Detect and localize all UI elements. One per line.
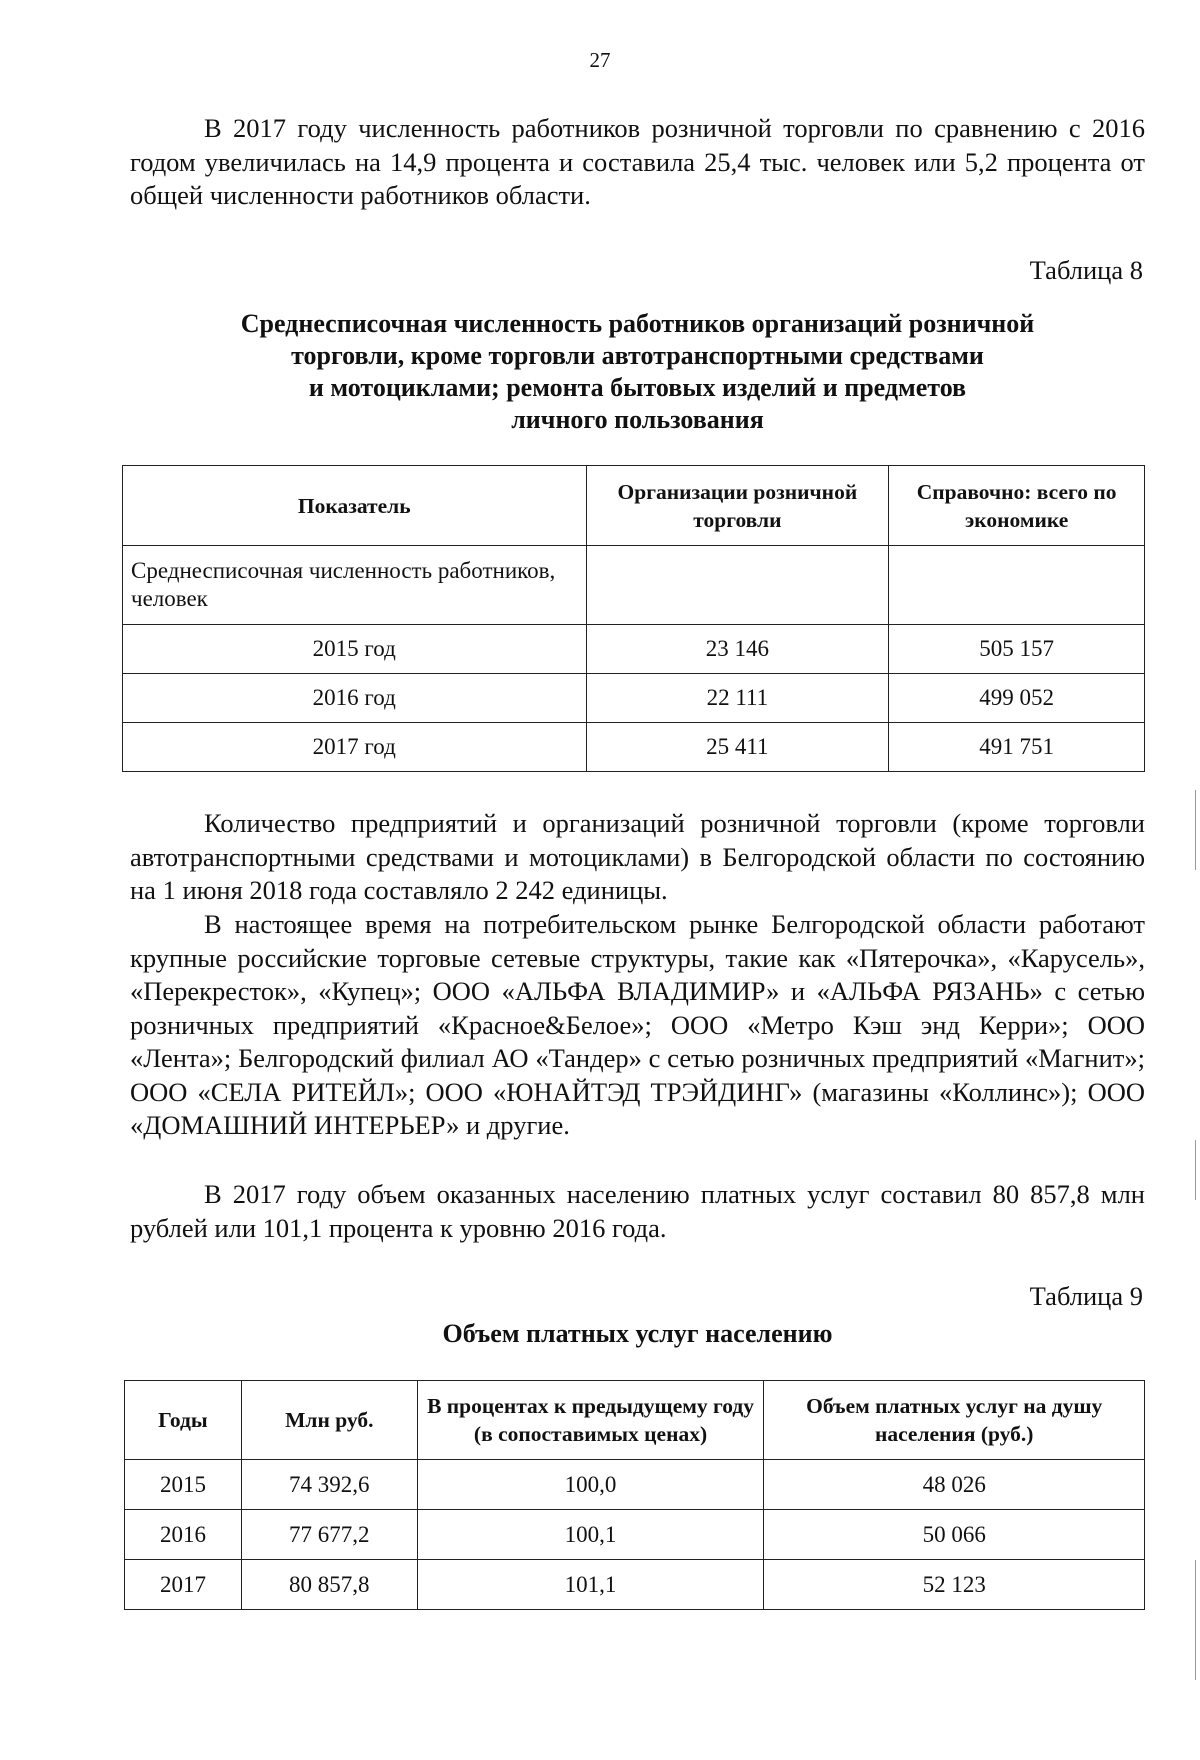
table-cell: 74 392,6 bbox=[241, 1460, 417, 1510]
column-header: Организации розничной торговли bbox=[586, 466, 889, 546]
table-8 bbox=[122, 465, 1145, 772]
scan-margin-line bbox=[1195, 790, 1196, 870]
table-cell: 491 751 bbox=[889, 723, 1145, 772]
table-8-title-line: и мотоциклами; ремонта бытовых изделий и предметов bbox=[308, 373, 967, 402]
paragraph-enterprises: Количество предприятий и организаций розничной торговли (кроме торговли автотранспортными средствами и мотоциклами) в Белгородской области по состоянию на 1 июня 2018 года составляло 2 242 единицы. bbox=[130, 808, 1145, 905]
column-header: Млн руб. bbox=[241, 1381, 417, 1460]
table-cell: 2015 год bbox=[123, 625, 587, 674]
table-cell bbox=[889, 546, 1145, 625]
table-row bbox=[125, 1510, 1145, 1560]
table-cell: 77 677,2 bbox=[241, 1510, 417, 1560]
table-cell: 2015 bbox=[125, 1460, 242, 1510]
scan-margin-line bbox=[1195, 1140, 1196, 1200]
table-cell: 50 066 bbox=[764, 1510, 1145, 1560]
table-cell: 2017 год bbox=[123, 723, 587, 772]
paragraph-workforce: В 2017 году численность работников розничной торговли по сравнению с 2016 годом увеличилась на 14,9 процента и составила 25,4 тыс. человек или 5,2 процента от общей численности работников области. bbox=[130, 113, 1145, 210]
table-cell: 2016 bbox=[125, 1510, 242, 1560]
table-cell: 100,0 bbox=[417, 1460, 764, 1510]
table-cell: 23 146 bbox=[586, 625, 889, 674]
column-header: В процентах к предыдущему году (в сопоставимых ценах) bbox=[417, 1381, 764, 1460]
column-header: Годы bbox=[125, 1381, 242, 1460]
table-cell: 52 123 bbox=[764, 1560, 1145, 1610]
table-row bbox=[123, 625, 1145, 674]
table-cell: 100,1 bbox=[417, 1510, 764, 1560]
table-9 bbox=[124, 1380, 1145, 1610]
scan-margin-line bbox=[1195, 1560, 1196, 1680]
table-cell: 505 157 bbox=[889, 625, 1145, 674]
table-cell: 101,1 bbox=[417, 1560, 764, 1610]
table-9-caption: Таблица 9 bbox=[1029, 1281, 1143, 1311]
column-header: Справочно: всего по экономике bbox=[889, 466, 1145, 546]
table-row bbox=[125, 1560, 1145, 1610]
paragraph-retail-chains: В настоящее время на потребительском рынке Белгородской области работают крупные российские торговые сетевые структуры, такие как «Пятерочка», «Карусель», «Перекресток», «Купец»; ООО «АЛЬФА ВЛАДИМИР» и «АЛЬФА РЯЗАНЬ» с сетью розничных предприятий «Красное&Белое»; ООО «Метро Кэш энд Керри»; ООО «Лента»; Белгородский филиал АО «Тандер» с сетью розничных предприятий «Магнит»; ООО «СЕЛА РИТЕЙЛ»; ООО «ЮНАЙТЭД ТРЭЙДИНГ» (магазины «Коллинс»); ООО «ДОМАШНИЙ ИНТЕРЬЕР» и другие. bbox=[130, 909, 1145, 1140]
table-cell: 80 857,8 bbox=[241, 1560, 417, 1610]
table-row bbox=[123, 723, 1145, 772]
table-row bbox=[123, 546, 1145, 625]
column-header: Показатель bbox=[123, 466, 587, 546]
table-header-row bbox=[123, 466, 1145, 546]
section-label: Среднесписочная численность работников, человек bbox=[123, 546, 587, 625]
table-8-caption: Таблица 8 bbox=[1029, 255, 1143, 285]
table-cell: 2016 год bbox=[123, 674, 587, 723]
table-header-row bbox=[125, 1381, 1145, 1460]
column-header: Объем платных услуг на душу населения (руб.) bbox=[764, 1381, 1145, 1460]
table-row bbox=[125, 1460, 1145, 1510]
table-cell: 25 411 bbox=[586, 723, 889, 772]
table-8-title-line: личного пользования bbox=[511, 405, 764, 434]
table-cell bbox=[586, 546, 889, 625]
table-cell: 2017 bbox=[125, 1560, 242, 1610]
paragraph-paid-services: В 2017 году объем оказанных населению платных услуг составил 80 857,8 млн рублей или 101,1 процента к уровню 2016 года. bbox=[130, 1179, 1145, 1243]
table-9-title: Объем платных услуг населению bbox=[442, 1319, 833, 1348]
table-cell: 22 111 bbox=[586, 674, 889, 723]
table-cell: 48 026 bbox=[764, 1460, 1145, 1510]
table-cell: 499 052 bbox=[889, 674, 1145, 723]
table-8-title-line: торговли, кроме торговли автотранспортными средствами bbox=[291, 341, 984, 370]
table-row bbox=[123, 674, 1145, 723]
page-number: 27 bbox=[589, 48, 611, 72]
table-8-title bbox=[130, 308, 1145, 436]
table-8-title-line: Среднесписочная численность работников организаций розничной bbox=[240, 309, 1035, 338]
